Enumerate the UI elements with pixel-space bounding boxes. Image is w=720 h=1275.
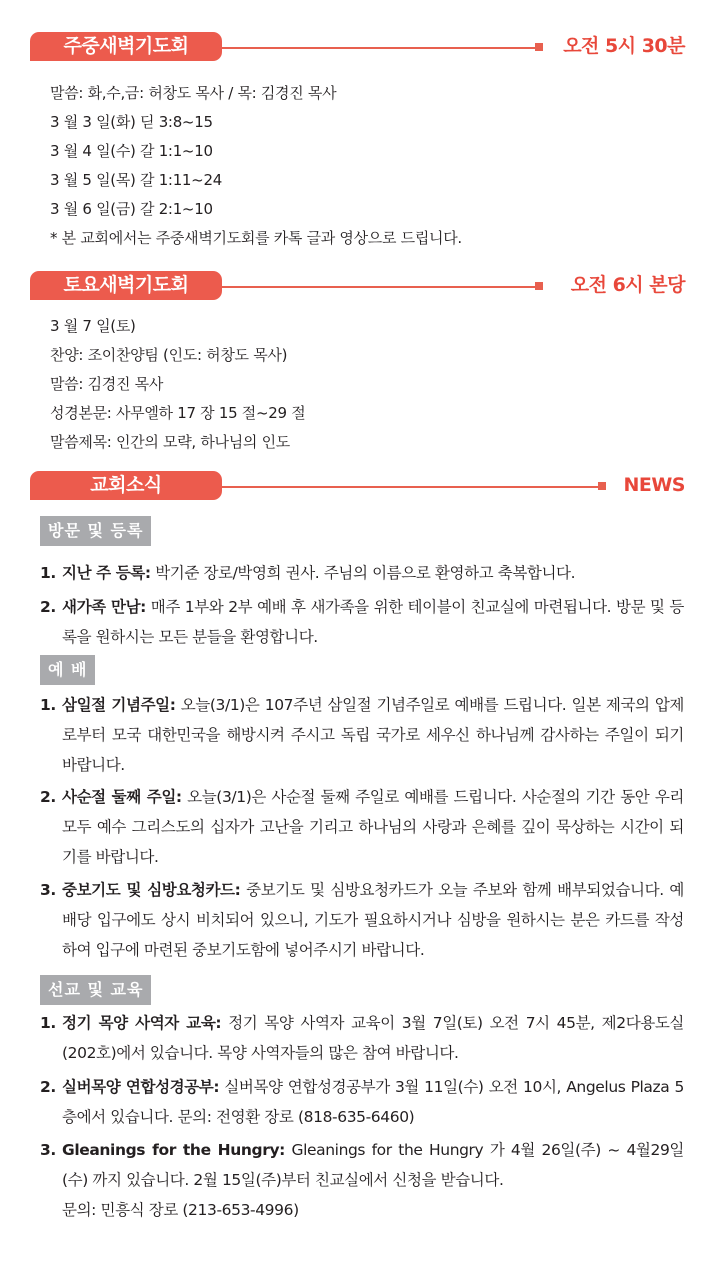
item-title: Gleanings for the Hungry: <box>62 1141 285 1159</box>
category-tag-visit-registration: 방문 및 등록 <box>40 516 151 546</box>
section-title: 교회소식 <box>30 471 222 500</box>
item-title: 정기 목양 사역자 교육: <box>62 1014 222 1032</box>
detail-line: 성경본문: 사무엘하 17 장 15 절~29 절 <box>50 404 306 422</box>
square-bullet-icon <box>535 282 543 290</box>
detail-line: 3 월 4 일(수) 갈 1:1~10 <box>50 142 213 160</box>
detail-line: 3 월 6 일(금) 갈 2:1~10 <box>50 200 213 218</box>
item-title: 새가족 만남: <box>62 598 146 616</box>
section-header-saturday-dawn-prayer <box>30 271 685 301</box>
item-title: 실버목양 연합성경공부: <box>62 1078 220 1096</box>
detail-line: 3 월 7 일(토) <box>50 317 136 335</box>
detail-line: 말씀: 화,수,금: 허창도 목사 / 목: 김경진 목사 <box>50 84 337 102</box>
weekday-prayer-details <box>50 79 462 253</box>
detail-line: * 본 교회에서는 주중새벽기도회를 카톡 글과 영상으로 드립니다. <box>50 229 462 247</box>
detail-line: 3 월 3 일(화) 딛 3:8~15 <box>50 113 213 131</box>
item-number: 2. <box>40 598 56 616</box>
section-header-church-news <box>30 471 685 501</box>
news-item <box>40 782 684 872</box>
item-text: Gleanings for the Hungry 가 4월 26일(주) ~ 4월29일(수) 까지 있습니다. 2월 15일(주)부터 친교실에서 신청을 받습니다. <box>62 1141 684 1189</box>
news-item <box>40 1072 684 1132</box>
news-item <box>40 558 684 588</box>
item-number: 2. <box>40 788 56 806</box>
detail-line: 3 월 5 일(목) 갈 1:11~24 <box>50 171 222 189</box>
category-tag-mission-education: 선교 및 교육 <box>40 975 151 1005</box>
item-text: 실버목양 연합성경공부가 3월 11일(수) 오전 10시, Angelus Plaza 5층에서 있습니다. 문의: 전영환 장로 (818-635-6460) <box>62 1078 684 1126</box>
news-item <box>40 1135 684 1225</box>
item-text: 정기 목양 사역자 교육이 3월 7일(토) 오전 7시 45분, 제2다용도실(202호)에서 있습니다. 목양 사역자들의 많은 참여 바랍니다. <box>62 1014 684 1062</box>
square-bullet-icon <box>598 482 606 490</box>
item-text: 박기준 장로/박영희 권사. 주님의 이름으로 환영하고 축복합니다. <box>150 564 576 582</box>
detail-line: 말씀제목: 인간의 모략, 하나님의 인도 <box>50 433 290 451</box>
divider-line <box>222 286 535 288</box>
news-item <box>40 690 684 780</box>
item-number: 1. <box>40 1014 56 1032</box>
square-bullet-icon <box>535 43 543 51</box>
item-number: 3. <box>40 881 56 899</box>
section-subtitle: NEWS <box>623 474 685 496</box>
item-contact: 문의: 민흥식 장로 (213-653-4996) <box>62 1201 299 1219</box>
item-number: 1. <box>40 696 56 714</box>
divider-line <box>222 486 598 488</box>
detail-line: 말씀: 김경진 목사 <box>50 375 164 393</box>
item-text: 오늘(3/1)은 사순절 둘째 주일로 예배를 드립니다. 사순절의 기간 동안 우리 모두 예수 그리스도의 십자가 고난을 기리고 하나님의 사랑과 은혜를 깊이 묵상하는 시간이 되기를 바랍니다. <box>62 788 684 866</box>
item-number: 3. <box>40 1141 56 1159</box>
section-time: 오전 6시 본당 <box>570 274 685 296</box>
detail-line: 찬양: 조이찬양팀 (인도: 허창도 목사) <box>50 346 288 364</box>
section-time: 오전 5시 30분 <box>563 35 685 57</box>
item-title: 삼일절 기념주일: <box>62 696 176 714</box>
item-number: 2. <box>40 1078 56 1096</box>
section-header-weekday-dawn-prayer <box>30 32 685 62</box>
news-item <box>40 1008 684 1068</box>
news-item <box>40 875 684 965</box>
category-tag-worship: 예 배 <box>40 655 95 685</box>
item-text: 오늘(3/1)은 107주년 삼일절 기념주일로 예배를 드립니다. 일본 제국의 압제로부터 모국 대한민국을 해방시켜 주시고 독립 국가로 세우신 하나님께 감사하는 주일이 되기 바랍니다. <box>62 696 684 774</box>
item-title: 중보기도 및 심방요청카드: <box>62 881 241 899</box>
saturday-prayer-details <box>50 312 305 457</box>
item-title: 사순절 둘째 주일: <box>62 788 182 806</box>
section-title: 토요새벽기도회 <box>30 271 222 300</box>
section-title: 주중새벽기도회 <box>30 32 222 61</box>
item-title: 지난 주 등록: <box>62 564 151 582</box>
item-text: 중보기도 및 심방요청카드가 오늘 주보와 함께 배부되었습니다. 예배당 입구에도 상시 비치되어 있으니, 기도가 필요하시거나 심방을 원하시는 분은 카드를 작성하여 입구에 마련된 중보기도함에 넣어주시기 바랍니다. <box>62 881 684 959</box>
divider-line <box>222 47 535 49</box>
item-number: 1. <box>40 564 56 582</box>
news-item <box>40 592 684 652</box>
item-text: 매주 1부와 2부 예배 후 새가족을 위한 테이블이 친교실에 마련됩니다. 방문 및 등록을 원하시는 모든 분들을 환영합니다. <box>62 598 684 646</box>
